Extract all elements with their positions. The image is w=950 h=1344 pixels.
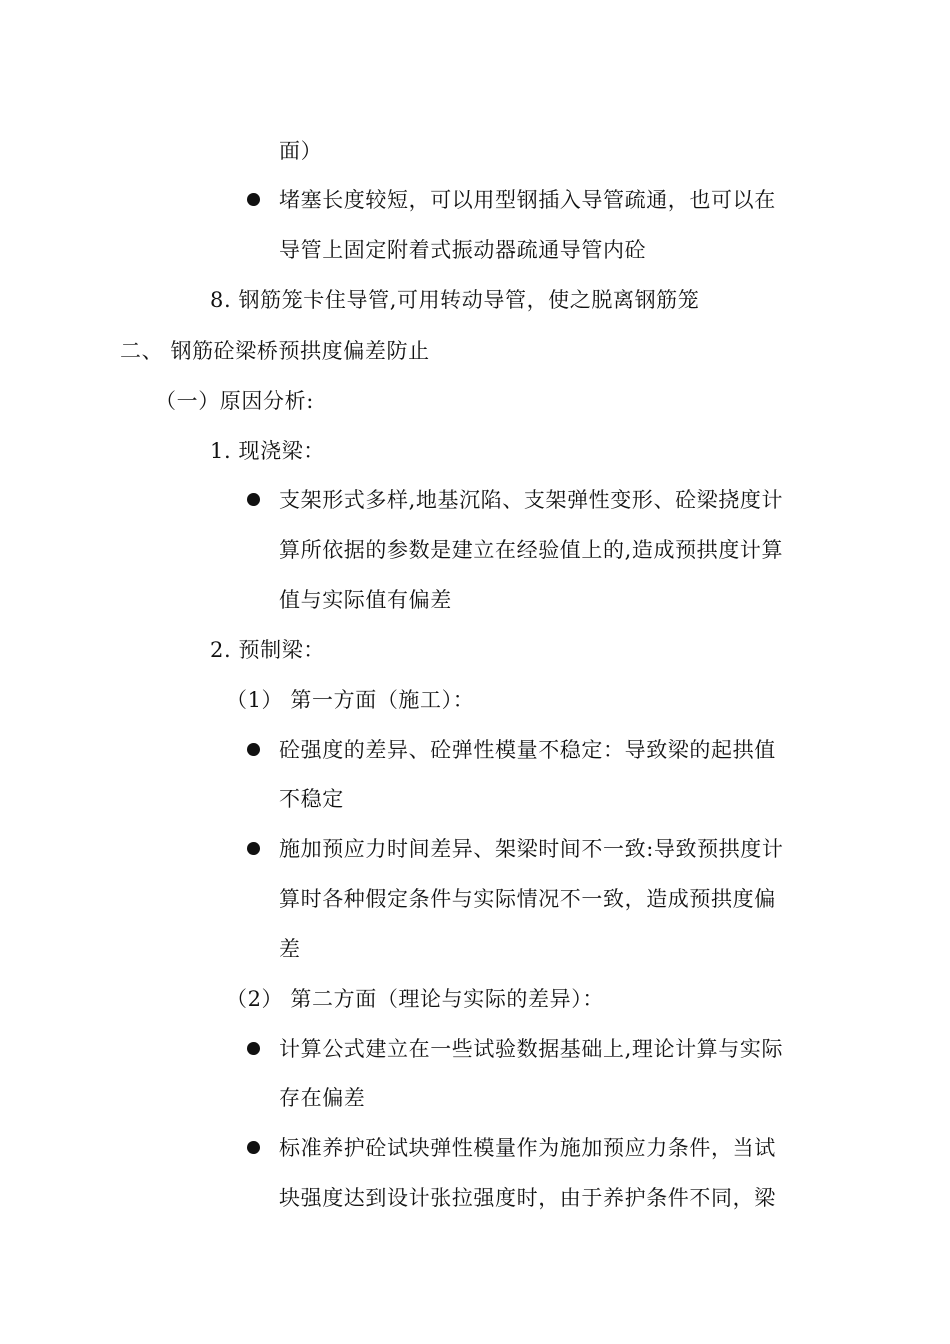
section-heading: 二、 钢筋砼梁桥预拱度偏差防止 bbox=[120, 339, 430, 363]
text-line: 堵塞长度较短，可以用型钢插入导管疏通，也可以在 bbox=[279, 188, 776, 212]
sub-item-1: （1） 第一方面（施工）： bbox=[226, 688, 475, 712]
list-item-2: 2. 预制梁： bbox=[210, 638, 325, 662]
text-line: 算时各种假定条件与实际情况不一致，造成预拱度偏 bbox=[279, 887, 776, 911]
text-line: 计算公式建立在一些试验数据基础上,理论计算与实际 bbox=[279, 1037, 784, 1061]
text-line: 标准养护砼试块弹性模量作为施加预应力条件，当试 bbox=[279, 1136, 776, 1160]
bullet-icon bbox=[247, 193, 260, 206]
text-line: 砼强度的差异、砼弹性模量不稳定：导致梁的起拱值 bbox=[279, 738, 776, 762]
bullet-icon bbox=[247, 1141, 260, 1154]
text-line: 导管上固定附着式振动器疏通导管内砼 bbox=[279, 238, 647, 262]
sub-item-2: （2） 第二方面（理论与实际的差异）： bbox=[226, 987, 604, 1011]
text-line: 施加预应力时间差异、架梁时间不一致:导致预拱度计 bbox=[279, 837, 784, 861]
text-line: 值与实际值有偏差 bbox=[279, 588, 452, 612]
text-line: 差 bbox=[279, 937, 301, 961]
text-line: 面） bbox=[279, 139, 323, 163]
bullet-icon bbox=[247, 493, 260, 506]
list-item-1: 1. 现浇梁： bbox=[210, 439, 325, 463]
bullet-icon bbox=[247, 743, 260, 756]
subsection-heading: （一）原因分析: bbox=[155, 389, 314, 413]
text-line: 算所依据的参数是建立在经验值上的,造成预拱度计算 bbox=[279, 538, 784, 562]
text-line: 存在偏差 bbox=[279, 1086, 366, 1110]
bullet-icon bbox=[247, 842, 260, 855]
text-line: 不稳定 bbox=[279, 787, 344, 811]
text-line: 支架形式多样,地基沉陷、支架弹性变形、砼梁挠度计 bbox=[279, 488, 784, 512]
text-line: 块强度达到设计张拉强度时，由于养护条件不同，梁 bbox=[279, 1186, 776, 1210]
bullet-icon bbox=[247, 1042, 260, 1055]
list-item-8: 8. 钢筋笼卡住导管,可用转动导管，使之脱离钢筋笼 bbox=[210, 288, 700, 312]
